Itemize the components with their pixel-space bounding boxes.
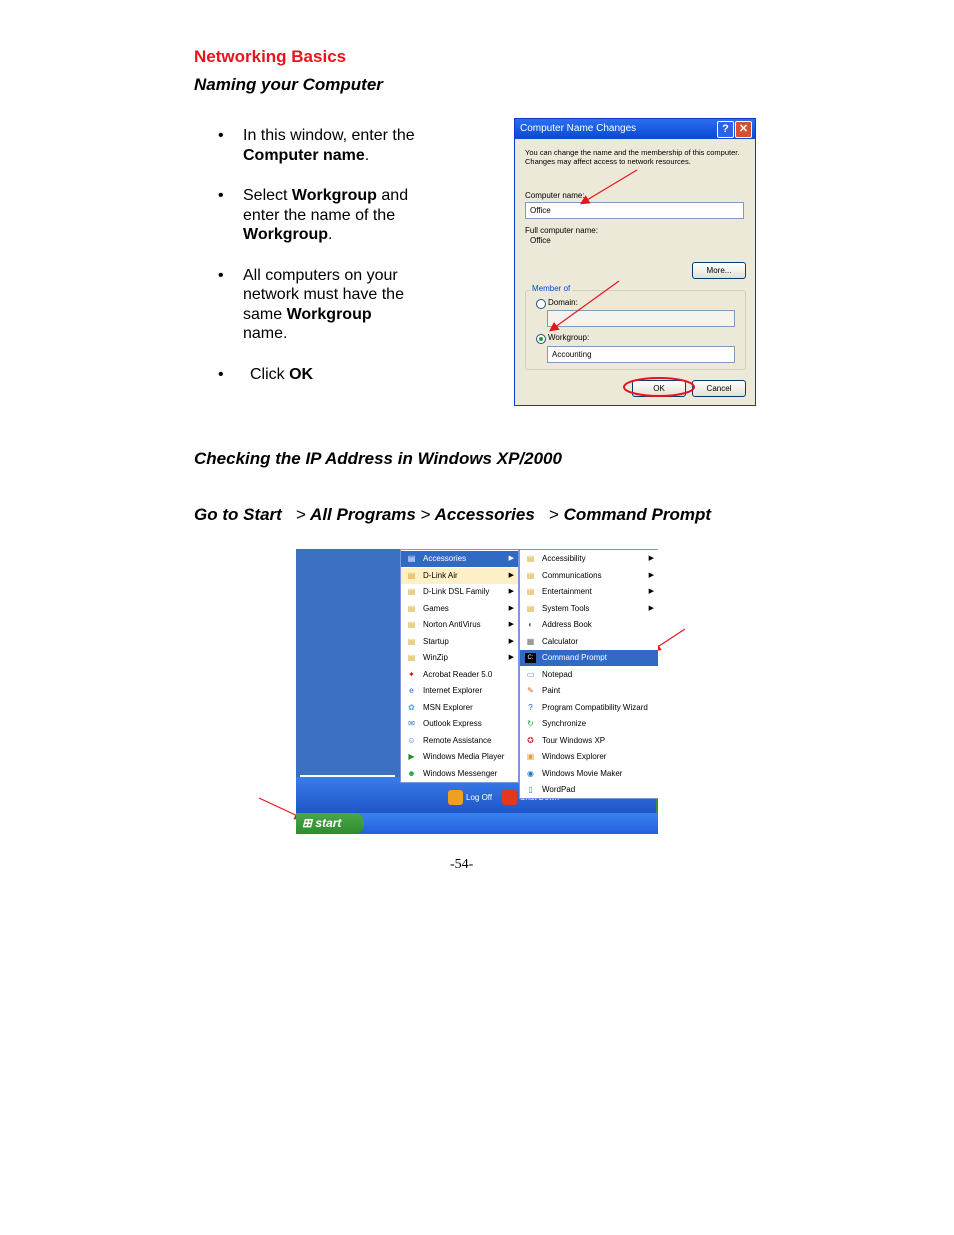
programs-item-games[interactable] bbox=[401, 601, 518, 617]
menu-item-label: Remote Assistance bbox=[423, 735, 492, 745]
menu-item-label: D-Link Air bbox=[423, 570, 458, 580]
submenu-arrow-icon: ▶ bbox=[508, 637, 514, 645]
log-off-icon bbox=[448, 790, 463, 805]
remote-icon: ☺ bbox=[407, 735, 416, 745]
more-button[interactable]: More... bbox=[692, 262, 746, 279]
folder-icon: ▤ bbox=[407, 554, 416, 563]
folder-icon: ▤ bbox=[526, 587, 535, 596]
address-book-icon: ◐ bbox=[528, 620, 533, 629]
navigation-path: Go to Start > All Programs > Accessories > Command Prompt bbox=[194, 505, 711, 524]
cancel-button[interactable]: Cancel bbox=[692, 380, 746, 397]
submenu-arrow-icon: ▶ bbox=[508, 555, 514, 562]
accessories-item-paint[interactable] bbox=[520, 683, 658, 699]
folder-icon: ▤ bbox=[407, 636, 416, 646]
section-title: Networking Basics bbox=[194, 47, 347, 66]
movie-maker-icon: ◉ bbox=[527, 768, 534, 778]
programs-item-accessories[interactable] bbox=[401, 551, 518, 567]
command-prompt-icon: C: bbox=[525, 653, 536, 663]
programs-item-windows-messenger[interactable] bbox=[401, 766, 518, 782]
menu-item-label: Windows Movie Maker bbox=[542, 768, 623, 778]
menu-item-label: Games bbox=[423, 603, 449, 613]
folder-icon: ▤ bbox=[407, 603, 416, 613]
accessories-item-communications[interactable] bbox=[520, 568, 658, 584]
menu-item-label: Notepad bbox=[542, 669, 573, 679]
accessories-item-notepad[interactable] bbox=[520, 667, 658, 683]
close-icon[interactable]: ✕ bbox=[735, 121, 752, 138]
accessories-item-windows-explorer[interactable] bbox=[520, 749, 658, 765]
accessories-item-address-book[interactable] bbox=[520, 617, 658, 633]
shut-down-icon bbox=[502, 790, 517, 805]
menu-item-label: Tour Windows XP bbox=[542, 735, 606, 745]
accessories-item-entertainment[interactable] bbox=[520, 584, 658, 600]
explorer-icon: ▣ bbox=[526, 752, 535, 761]
menu-item-label: Windows Messenger bbox=[423, 768, 498, 778]
submenu-arrow-icon: ▶ bbox=[508, 621, 514, 628]
programs-item-d-link-dsl-family[interactable] bbox=[401, 584, 518, 600]
wordpad-icon: ▯ bbox=[528, 785, 533, 794]
submenu-arrow-icon: ▶ bbox=[648, 555, 654, 562]
programs-item-windows-media-player[interactable] bbox=[401, 749, 518, 765]
outlook-icon: ✉ bbox=[408, 719, 415, 728]
menu-item-label: Synchronize bbox=[542, 719, 587, 728]
msn-icon: ✿ bbox=[408, 702, 415, 712]
submenu-arrow-icon: ▶ bbox=[648, 588, 654, 595]
menu-item-label: WinZip bbox=[423, 653, 448, 662]
dialog-title: Computer Name Changes bbox=[520, 123, 637, 134]
folder-icon: ▤ bbox=[526, 570, 535, 580]
log-off-button[interactable]: Log Off bbox=[448, 788, 492, 808]
menu-item-label: Norton AntiVirus bbox=[423, 620, 481, 629]
folder-icon: ▤ bbox=[407, 653, 416, 662]
accessories-item-synchronize[interactable] bbox=[520, 716, 658, 732]
programs-item-startup[interactable] bbox=[401, 634, 518, 650]
computer-name-label: Computer name: bbox=[525, 191, 585, 200]
acrobat-icon: ✦ bbox=[408, 669, 415, 679]
programs-item-outlook-express[interactable] bbox=[401, 716, 518, 732]
menu-item-label: Outlook Express bbox=[423, 719, 482, 728]
accessories-item-windows-movie-maker[interactable] bbox=[520, 766, 658, 782]
menu-item-label: Startup bbox=[423, 636, 449, 646]
programs-item-remote-assistance[interactable] bbox=[401, 733, 518, 749]
help-icon[interactable]: ? bbox=[717, 121, 734, 138]
sync-icon: ↻ bbox=[527, 719, 534, 728]
instruction-computer-name: • In this window, enter the Computer name. bbox=[218, 126, 418, 165]
messenger-icon: ☻ bbox=[407, 768, 416, 778]
dialog-description: You can change the name and the membership of this computer. Changes may affect access to network resources. bbox=[525, 148, 740, 166]
folder-icon: ▤ bbox=[407, 587, 416, 596]
menu-item-label: Command Prompt bbox=[542, 653, 607, 662]
menu-item-label: Program Compatibility Wizard bbox=[542, 702, 648, 712]
folder-icon: ▤ bbox=[526, 554, 535, 563]
programs-item-winzip[interactable] bbox=[401, 650, 518, 666]
wizard-icon: ? bbox=[528, 702, 533, 712]
instruction-workgroup: • Select Workgroup and enter the name of the Workgroup. bbox=[218, 186, 418, 245]
submenu-arrow-icon: ▶ bbox=[648, 604, 654, 612]
submenu-arrow-icon: ▶ bbox=[508, 571, 514, 579]
arrow-to-workgroup bbox=[551, 281, 619, 330]
calculator-icon: ▦ bbox=[526, 636, 535, 646]
menu-item-label: Entertainment bbox=[542, 587, 592, 596]
full-computer-name-label: Full computer name: bbox=[525, 226, 598, 235]
menu-item-label: D-Link DSL Family bbox=[423, 587, 490, 596]
domain-label: Domain: bbox=[548, 298, 578, 307]
menu-item-label: WordPad bbox=[542, 785, 576, 794]
accessories-item-system-tools[interactable] bbox=[520, 601, 658, 617]
accessories-menu bbox=[519, 549, 658, 799]
paint-icon: ✎ bbox=[527, 686, 534, 695]
programs-item-d-link-air[interactable] bbox=[401, 568, 518, 584]
media-player-icon: ▶ bbox=[408, 752, 415, 761]
programs-item-norton-antivirus[interactable] bbox=[401, 617, 518, 633]
submenu-arrow-icon: ▶ bbox=[508, 604, 514, 612]
accessories-item-tour-windows-xp[interactable] bbox=[520, 733, 658, 749]
menu-item-label: Calculator bbox=[542, 636, 579, 646]
submenu-arrow-icon: ▶ bbox=[648, 571, 654, 579]
menu-item-label: System Tools bbox=[542, 603, 590, 613]
page-number: -54- bbox=[450, 857, 474, 872]
submenu-arrow-icon: ▶ bbox=[508, 588, 514, 595]
programs-item-acrobat-reader-5-0[interactable] bbox=[401, 667, 518, 683]
programs-item-msn-explorer[interactable] bbox=[401, 700, 518, 716]
programs-item-internet-explorer[interactable] bbox=[401, 683, 518, 699]
folder-icon: ▤ bbox=[407, 620, 416, 629]
workgroup-label: Workgroup: bbox=[548, 333, 590, 342]
instruction-same-workgroup: • All computers on your network must have the same Workgroup name. bbox=[218, 266, 418, 344]
notepad-icon: ▭ bbox=[526, 669, 535, 679]
accessories-item-program-compatibility-wizard[interactable] bbox=[520, 700, 658, 716]
ok-button[interactable]: OK bbox=[632, 380, 686, 397]
menu-item-label: MSN Explorer bbox=[423, 702, 473, 712]
menu-item-label: Accessories bbox=[423, 554, 467, 563]
menu-item-label: Address Book bbox=[542, 620, 592, 629]
ok-highlight-ellipse bbox=[624, 378, 694, 396]
page-subtitle: Naming your Computer bbox=[194, 75, 383, 94]
accessories-item-calculator[interactable] bbox=[520, 634, 658, 650]
menu-item-label: Paint bbox=[542, 686, 561, 695]
start-menu-screenshot bbox=[296, 549, 658, 834]
workgroup-input[interactable]: Accounting bbox=[547, 346, 735, 363]
start-button[interactable]: ⊞ start bbox=[296, 813, 364, 834]
ie-icon: e bbox=[409, 686, 414, 695]
member-of-label: Member of bbox=[532, 284, 571, 293]
folder-icon: ▤ bbox=[526, 603, 535, 613]
instruction-click-ok: • Click OK bbox=[218, 365, 418, 385]
all-programs-menu bbox=[400, 549, 519, 783]
tour-icon: ✪ bbox=[527, 735, 534, 745]
menu-item-label: Windows Explorer bbox=[542, 752, 607, 761]
menu-item-label: Communications bbox=[542, 570, 602, 580]
ip-section-title: Checking the IP Address in Windows XP/2000 bbox=[194, 449, 562, 468]
accessories-item-wordpad[interactable] bbox=[520, 782, 658, 798]
menu-item-label: Internet Explorer bbox=[423, 686, 483, 695]
menu-item-label: Acrobat Reader 5.0 bbox=[423, 669, 493, 679]
windows-flag-icon: ⊞ bbox=[302, 816, 313, 830]
menu-item-label: Accessibility bbox=[542, 554, 586, 563]
accessories-item-command-prompt[interactable] bbox=[520, 650, 658, 666]
menu-item-label: Windows Media Player bbox=[423, 752, 505, 761]
folder-icon: ▤ bbox=[407, 570, 416, 580]
submenu-arrow-icon: ▶ bbox=[508, 654, 514, 661]
computer-name-input[interactable]: Office bbox=[525, 202, 744, 219]
arrow-to-computer-name bbox=[582, 170, 637, 203]
accessories-item-accessibility[interactable] bbox=[520, 551, 658, 567]
full-computer-name-value: Office bbox=[530, 236, 551, 245]
